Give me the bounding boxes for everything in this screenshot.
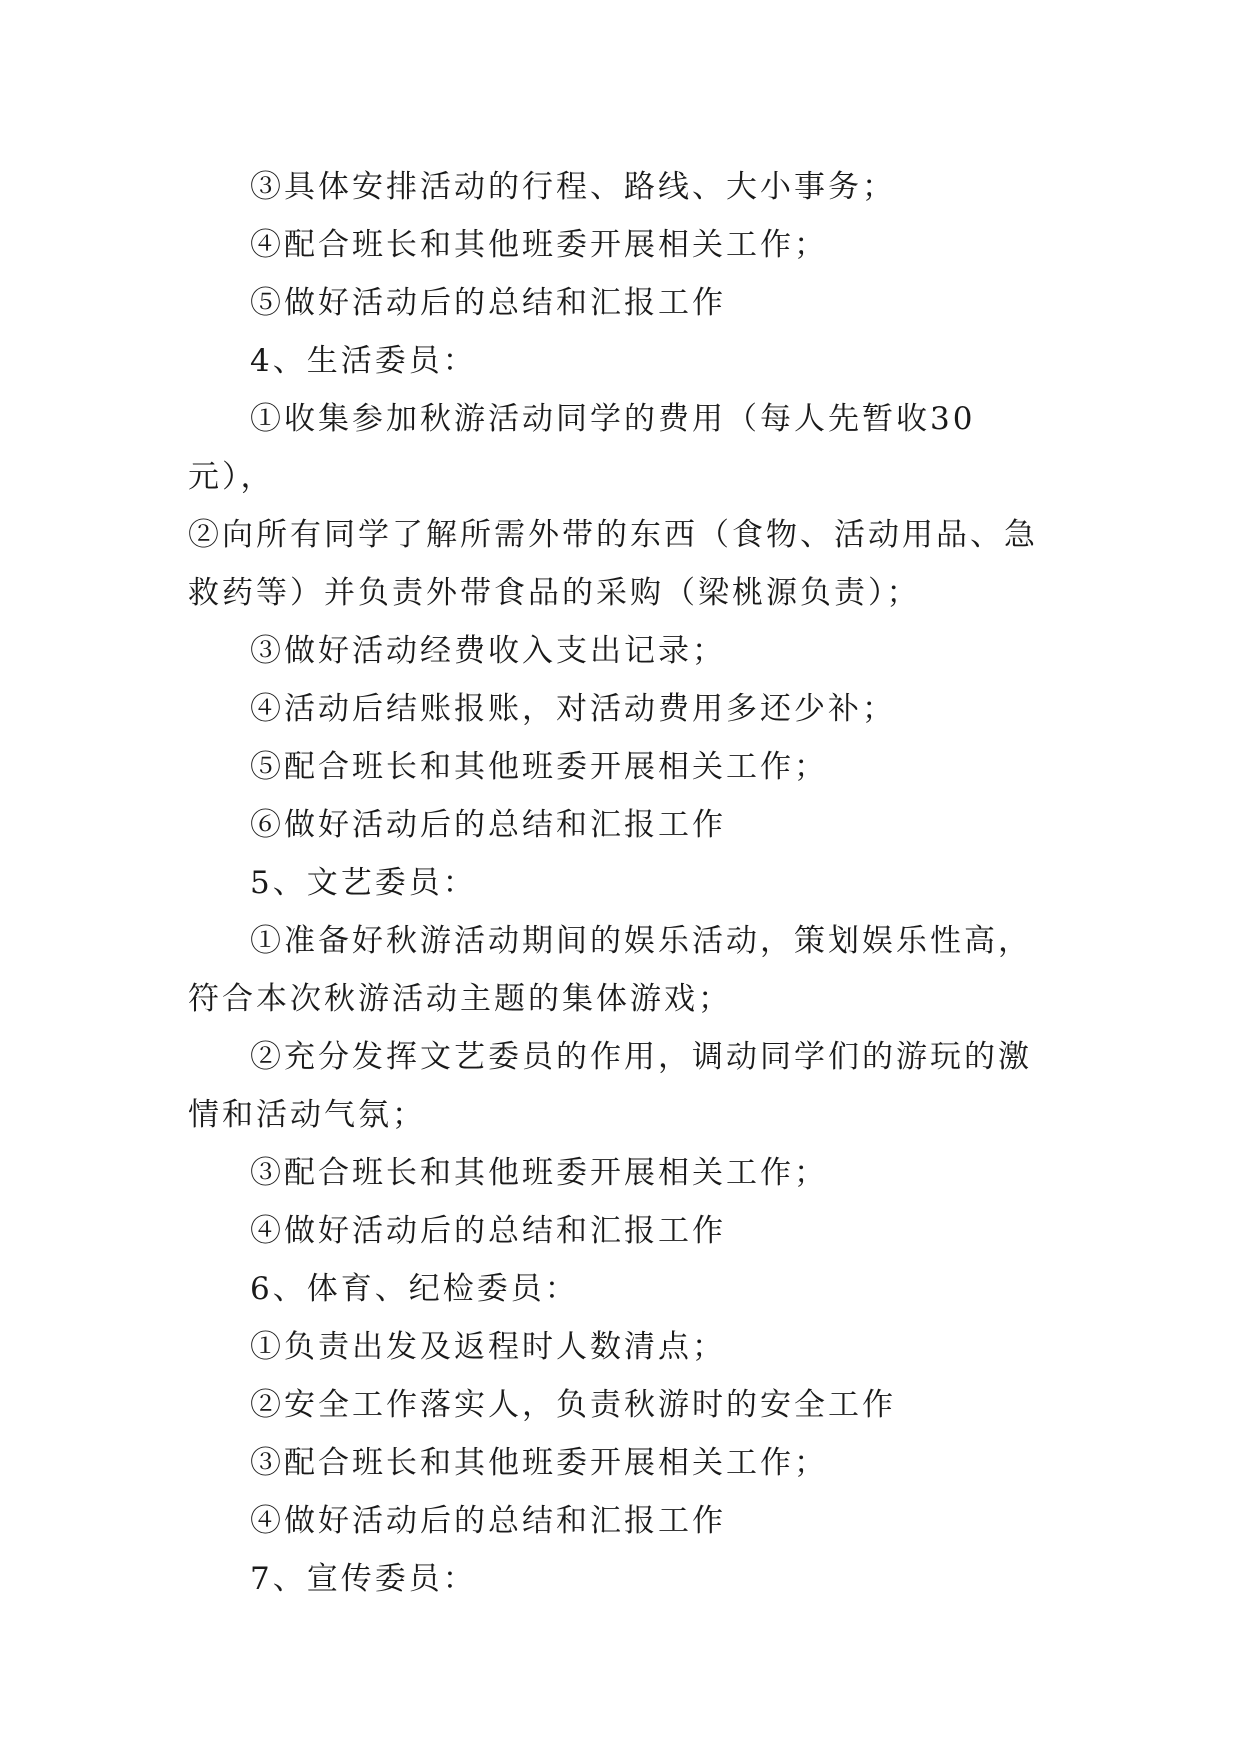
paragraph: ②充分发挥文艺委员的作用，调动同学们的游玩的激情和活动气氛； bbox=[188, 1039, 1032, 1133]
paragraph: ④做好活动后的总结和汇报工作 bbox=[250, 1503, 726, 1539]
paragraph: ②安全工作落实人，负责秋游时的安全工作 bbox=[250, 1387, 896, 1423]
paragraph: ③配合班长和其他班委开展相关工作； bbox=[250, 1445, 828, 1481]
paragraph: ⑥做好活动后的总结和汇报工作 bbox=[250, 807, 726, 843]
paragraph: ②向所有同学了解所需外带的东西（食物、活动用品、急救药等）并负责外带食品的采购（梁桃源负责）； bbox=[188, 517, 1038, 611]
paragraph: ④活动后结账报账，对活动费用多还少补； bbox=[250, 691, 896, 727]
paragraph: ④做好活动后的总结和汇报工作 bbox=[250, 1213, 726, 1249]
paragraph: ④配合班长和其他班委开展相关工作； bbox=[250, 227, 828, 263]
paragraph: ①准备好秋游活动期间的娱乐活动，策划娱乐性高，符合本次秋游活动主题的集体游戏； bbox=[188, 923, 1032, 1017]
paragraph: ①收集参加秋游活动同学的费用（每人先暂收30元）， bbox=[188, 401, 976, 495]
paragraph: ③具体安排活动的行程、路线、大小事务； bbox=[250, 169, 896, 205]
section-heading: 5、文艺委员： bbox=[250, 865, 477, 901]
paragraph: ①负责出发及返程时人数清点； bbox=[250, 1329, 726, 1365]
paragraph: ③配合班长和其他班委开展相关工作； bbox=[250, 1155, 828, 1191]
paragraph: ⑤做好活动后的总结和汇报工作 bbox=[250, 285, 726, 321]
section-heading: 4、生活委员： bbox=[250, 343, 477, 379]
document-body bbox=[188, 158, 1058, 1608]
paragraph: ⑤配合班长和其他班委开展相关工作； bbox=[250, 749, 828, 785]
section-heading: 7、宣传委员： bbox=[250, 1561, 477, 1597]
paragraph: ③做好活动经费收入支出记录； bbox=[250, 633, 726, 669]
section-heading: 6、体育、纪检委员： bbox=[250, 1271, 579, 1307]
